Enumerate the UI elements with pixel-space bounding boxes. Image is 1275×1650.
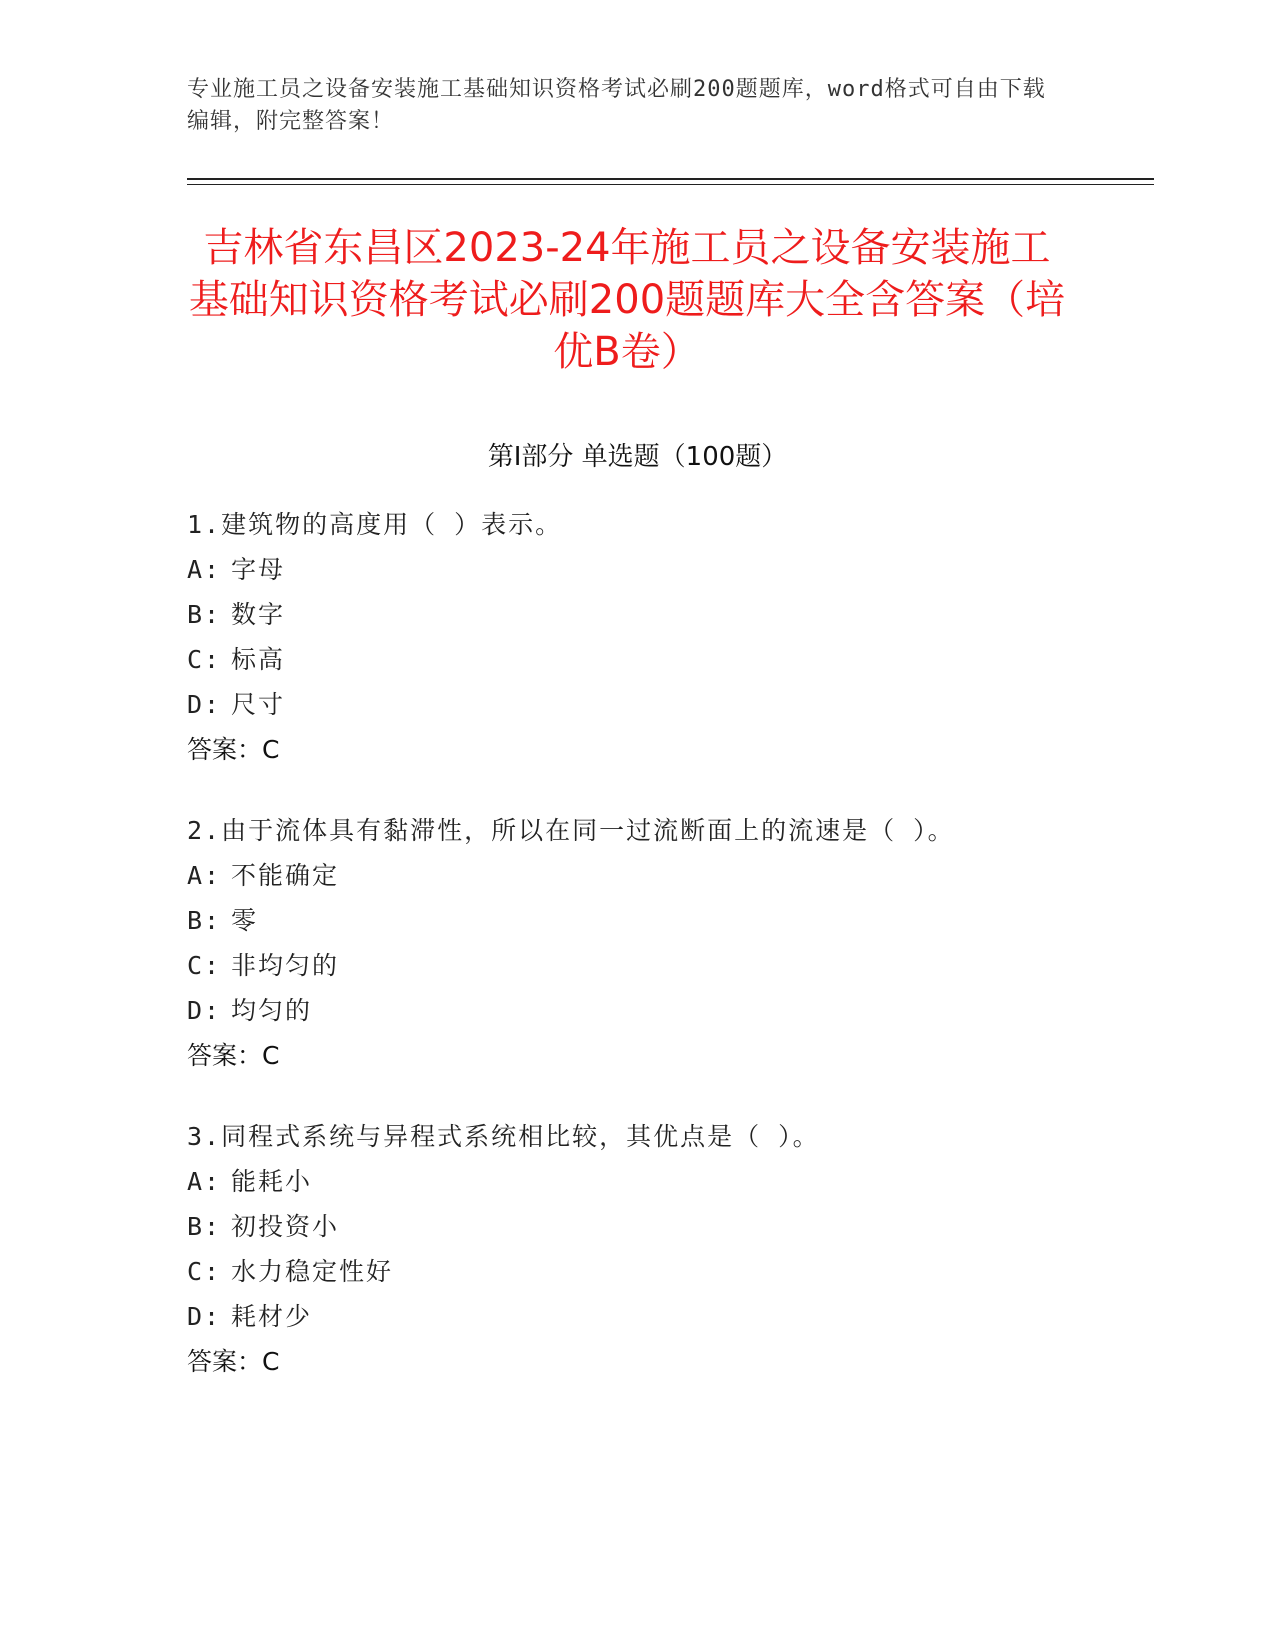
option-text: 标高 — [231, 645, 286, 674]
option-d — [187, 682, 1087, 727]
option-key: A: — [187, 861, 222, 890]
header-divider-thin — [187, 184, 1154, 185]
answer: 答案：C — [187, 735, 280, 764]
option-text: 非均匀的 — [231, 951, 340, 980]
question-2 — [187, 808, 1087, 1078]
answer: 答案：C — [187, 1347, 280, 1376]
header-divider-thick — [187, 178, 1154, 180]
header-note: 专业施工员之设备安装施工基础知识资格考试必刷200题题库，word格式可自由下载编辑，附完整答案！ — [187, 77, 1046, 134]
option-key: C: — [187, 951, 222, 980]
option-key: D: — [187, 690, 222, 719]
option-d — [187, 988, 1087, 1033]
question-1 — [187, 502, 1087, 772]
option-text: 能耗小 — [231, 1167, 313, 1196]
option-a — [187, 1159, 1087, 1204]
option-key: A: — [187, 555, 222, 584]
option-a — [187, 547, 1087, 592]
option-c — [187, 1249, 1087, 1294]
option-key: D: — [187, 1302, 222, 1331]
option-text: 均匀的 — [231, 996, 313, 1025]
option-c — [187, 637, 1087, 682]
question-stem: 2.由于流体具有黏滞性，所以在同一过流断面上的流速是（ ）。 — [187, 816, 955, 845]
option-key: C: — [187, 645, 222, 674]
option-a — [187, 853, 1087, 898]
option-text: 尺寸 — [231, 690, 286, 719]
option-key: B: — [187, 600, 222, 629]
question-3 — [187, 1114, 1087, 1384]
option-key: B: — [187, 906, 222, 935]
option-key: C: — [187, 1257, 222, 1286]
answer: 答案：C — [187, 1041, 280, 1070]
option-text: 字母 — [231, 555, 286, 584]
document-title: 吉林省东昌区2023-24年施工员之设备安装施工基础知识资格考试必刷200题题库大全含答案（培优B卷） — [188, 225, 1066, 375]
option-key: A: — [187, 1167, 222, 1196]
option-key: D: — [187, 996, 222, 1025]
option-b — [187, 1204, 1087, 1249]
question-stem: 1.建筑物的高度用（ ）表示。 — [187, 510, 563, 539]
option-b — [187, 898, 1087, 943]
option-key: B: — [187, 1212, 222, 1241]
option-text: 零 — [231, 906, 259, 935]
option-text: 初投资小 — [231, 1212, 340, 1241]
option-c — [187, 943, 1087, 988]
option-b — [187, 592, 1087, 637]
option-text: 数字 — [231, 600, 286, 629]
option-text: 耗材少 — [231, 1302, 313, 1331]
section-title: 第I部分 单选题（100题） — [487, 442, 788, 472]
question-stem: 3.同程式系统与异程式系统相比较，其优点是（ ）。 — [187, 1122, 820, 1151]
option-d — [187, 1294, 1087, 1339]
option-text: 水力稳定性好 — [231, 1257, 394, 1286]
option-text: 不能确定 — [231, 861, 340, 890]
